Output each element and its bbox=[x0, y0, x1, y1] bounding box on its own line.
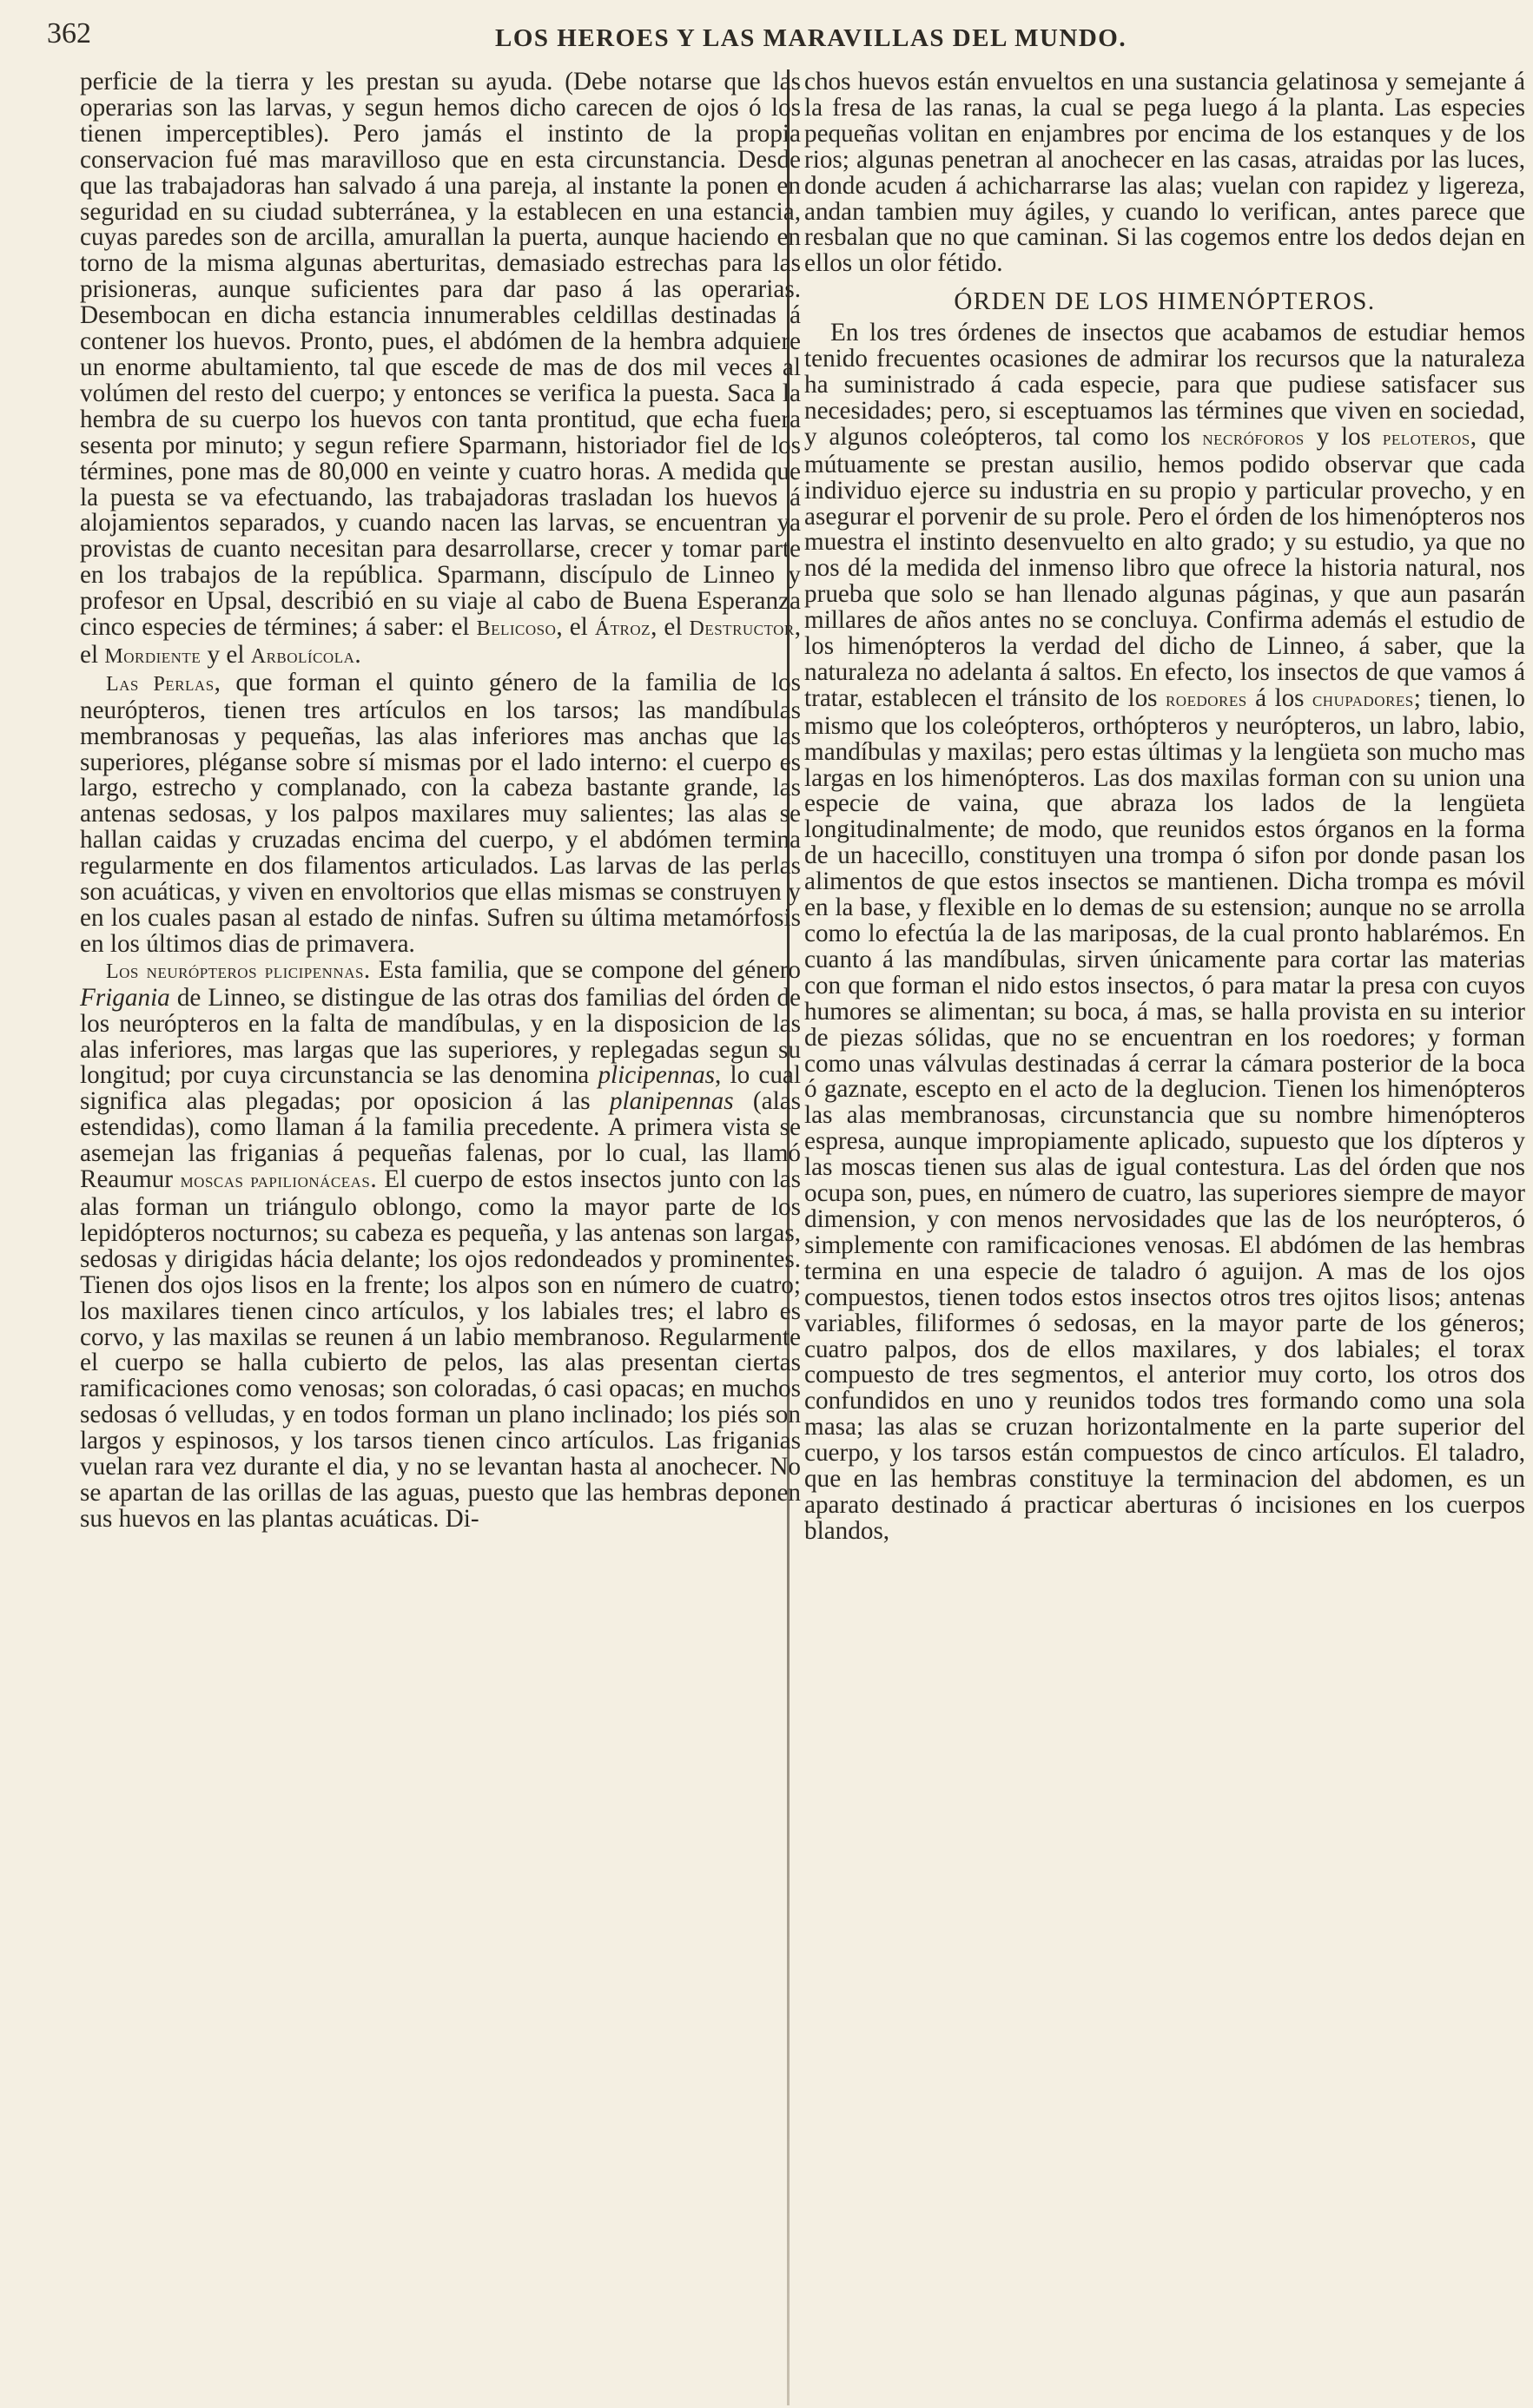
running-head bbox=[43, 12, 1498, 69]
running-title: LOS HEROES Y LAS MARAVILLAS DEL MUNDO. bbox=[495, 24, 1127, 52]
paragraph-termites: perficie de la tierra y les prestan su ayuda. (Debe notarse que las operarias son las larvas, y segun hemos dicho carecen de ojos ó los tienen imperceptibles). Pero jamás el instinto de la propia conservacion fué mas maravilloso que en esta circunstancia. Desde que las trabajadoras han salvado á una pareja, al instante la ponen en seguridad en su ciudad subterránea, y la establecen en una estancia, cuyas paredes son de arcilla, amurallan la puerta, aunque haciendo en torno de la misma algunas aberturitas, demasiado estrechas para las prisioneras, aunque suficientes para dar paso á las operarias. Desembocan en dicha estancia innumerables celdillas destinadas á contener los huevos. Pronto, pues, el abdómen de la hembra adquiere un enorme abultamiento, tal que escede de mas de dos mil veces al volúmen del resto del cuerpo; y entonces se verifica la puesta. Saca la hembra de su cuerpo los huevos con tanta prontitud, que echa fuera sesenta por minuto; y segun refiere Sparmann, historiador fiel de los términes, pone mas de 80,000 en veinte y cuatro horas. A medida que la puesta se va efectuando, las trabajadoras trasladan los huevos á alojamientos separados, y cuando nacen las larvas, se encuentran ya provistas de cuanto necesitan para desarrollarse, crecer y tomar parte en los trabajos de la república. Sparmann, discípulo de Linneo y profesor en Upsal, describió en su viaje al cabo de Buena Esperanza cinco especies de términes; á saber: el Belicoso, el Átroz, el Destructor, el Mordiente y el Arbolícola. bbox=[80, 68, 802, 669]
left-column bbox=[80, 69, 801, 1533]
paragraph-himenopteros: En los tres órdenes de insectos que acabamos de estudiar hemos tenido frecuentes ocasiones de admirar los recursos que la naturaleza ha suministrado á cada especie, para que pudiese satisfacer sus necesidades; pero, si esceptuamos las términes que viven en sociedad, y algunos coleópteros, tal como los necróforos y los peloteros, que mútuamente se prestan ausilio, hemos podido observar que cada individuo ejerce su industria en su propio y particular provecho, y en asegurar el porvenir de su prole. Pero el órden de los himenópteros nos muestra el instinto desenvuelto en alto grado; y su estudio, ya que no nos dé la medida del inmenso libro que ofrece la historia natural, nos prueba que solo se han llenado algunas páginas, y que aun pasarán millares de años antes no se concluya. Confirma además el estudio de los himenópteros la verdad del dicho de Linneo, á saber, que la naturaleza no adelanta á saltos. En efecto, los insectos de que vamos á tratar, establecen el tránsito de los roedores á los chupadores; tienen, lo mismo que los coleópteros, orthópteros y neurópteros, un labro, labio, mandíbulas y maxilas; pero estas últimas y la lengüeta son mucho mas largas en los himenópteros. Las dos maxilas forman con su union una especie de vaina, que abraza los lados de la lengüeta longitudinalmente; de modo, que reunidos estos órganos en la forma de un hacecillo, constituyen una trompa ó sifon por donde pasan los alimentos de que estos insectos se mantienen. Dicha trompa es móvil en la base, y flexible en lo demas de su estension; aunque no se arrolla como lo efectúa la de las mariposas, de la cual pronto hablarémos. En cuanto á las mandíbulas, sirven únicamente para cortar las materias con que forman el nido estos insectos, ó para matar la presa con cuyos humores se alimentan; su boca, á mas, se halla provista en su interior de piezas sólidas, que no se encuentran en los roedores; y forman como unas válvulas destinadas á cerrar la cámara posterior de la boca ó gaznate, escepto en el acto de la deglucion. Tienen los himenópteros las alas membranosas, circunstancia que su nombre himenópteros espresa, aunque impropiamente aplicado, supuesto que los dípteros y las moscas tienen sus alas de igual contestura. Las del órden que nos ocupa son, pues, en número de cuatro, las superiores siempre de mayor dimension, y con menos nervosidades que las de los neurópteros, ó simplemente con ramificaciones venosas. El abdómen de las hembras termina en una especie de taladro ó aguijon. A mas de los ojos compuestos, tienen todos estos insectos otros tres ojitos lisos; antenas variables, filiformes ó sedosas, en la mayor parte de los géneros; cuatro palpos, dos de ellos maxilares, y dos labiales; el torax compuesto de tres segmentos, el anterior muy corto, los otros dos confundidos en uno y reunidos todos tres formando como una sola masa; las alas se cruzan horizontalmente en la parte superior del cuerpo, y los tarsos están compuestos de cinco artículos. El taladro, que en las hembras constituye la terminacion del abdomen, es un aparato destinado á practicar aberturas ó incisiones en los cuerpos blandos, bbox=[804, 319, 1526, 1545]
paragraph-plicipennas: Los neurópteros plicipennas. Esta familia, que se compone del género Frigania de Linneo, se distingue de las otras dos familias del órden de los neurópteros en la falta de mandíbulas, y en la disposicion de las alas inferiores, mas largas que las superiores, y replegadas segun su longitud; por cuya circunstancia se las denomina plicipennas, lo cual significa alas plegadas; por oposicion á las planipennas (alas estendidas), como llaman á la familia precedente. A primera vista se asemejan las friganias á pequeñas falenas, por lo cual, las llamó Reaumur moscas papilionáceas. El cuerpo de estos insectos junto con las alas forman un triángulo oblongo, como la mayor parte de los lepidópteros nocturnos; su cabeza es pequeña, y las antenas son largas, sedosas y dirigidas hácia delante; los ojos redondeados y prominentes. Tienen dos ojos lisos en la frente; los alpos son en número de cuatro; los maxilares tienen cinco artículos, y los labiales tres; el labro es corvo, y las maxilas se reunen á un labio membranoso. Regularmente el cuerpo se halla cubierto de pelos, las alas presentan ciertas ramificaciones como venosas; son coloradas, ó casi opacas; en muchos sedosas ó velludas, y en todos forman un plano inclinado; los piés son largos y espinosos, y los tarsos tienen cinco artículos. Las friganias vuelan rara vez durante el dia, y no se levantan hasta al anochecer. No se apartan de las orillas de las aguas, puesto que las hembras deponen sus huevos en las plantas acuáticas. Di- bbox=[80, 955, 802, 1533]
paragraph-friganias-continued: chos huevos están envueltos en una sustancia gelatinosa y semejante á la fresa de las ranas, la cual se pega luego á la planta. Las especies pequeñas volitan en enjambres por encima de los estanques y de los rios; algunas penetran al anochecer en las casas, atraidas por las luces, donde acuden á achicharrarse las alas; vuelan con rapidez y ligereza, andan tambien muy ágiles, y cuando lo verifican, antes parece que resbalan que no que caminan. Si las cogemos entre los dedos dejan en ellos un olor fétido. bbox=[804, 68, 1525, 278]
page-number: 362 bbox=[47, 17, 91, 49]
paragraph-perlas: Las Perlas, que forman el quinto género de la familia de los neurópteros, tienen tres artículos en los tarsos; las mandíbulas membranosas y pequeñas, las alas inferiores mas anchas que las superiores, pléganse sobre sí mismas por el lado interno: el cuerpo es largo, estrecho y complanado, con la cabeza bastante grande, las antenas sedosas, y los palpos maxilares muy salientes; las alas se hallan caidas y cruzadas encima del cuerpo, y el abdómen termina regularmente en dos filamentos articulados. Las larvas de las perlas son acuáticas, y viven en envoltorios que ellas mismas se construyen y en los cuales pasan al estado de ninfas. Sufren su última metamórfosis en los últimos dias de primavera. bbox=[80, 668, 801, 958]
right-column bbox=[804, 69, 1525, 1545]
section-heading-himenopteros: ÓRDEN DE LOS HIMENÓPTEROS. bbox=[954, 287, 1376, 316]
